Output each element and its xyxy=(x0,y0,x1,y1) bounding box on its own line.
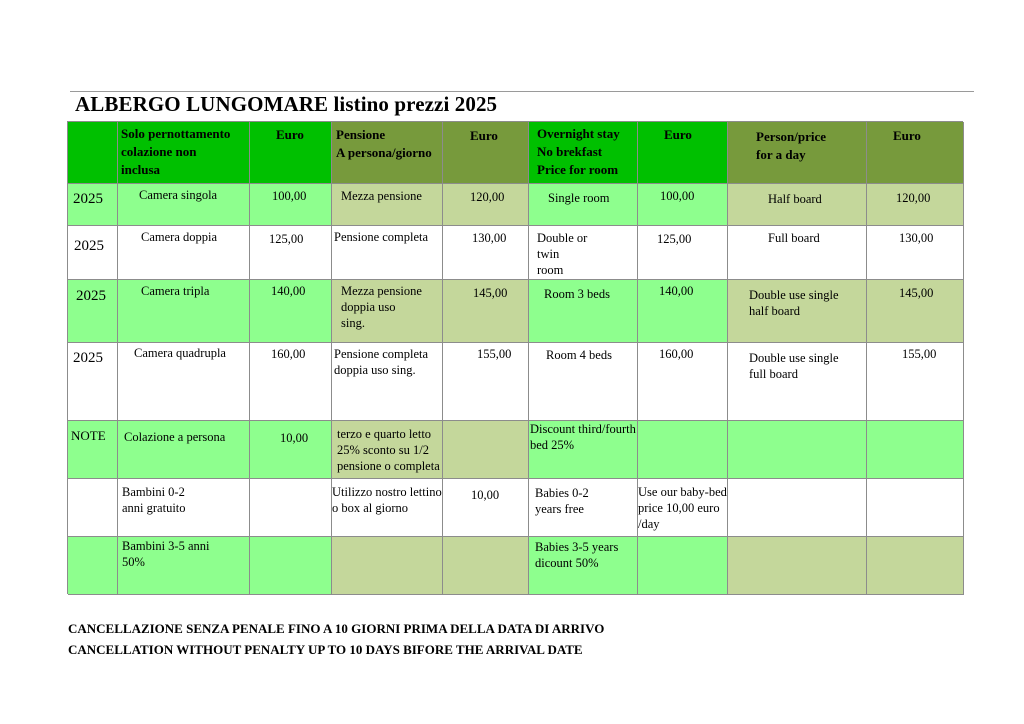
header-euro-1: Euro xyxy=(250,122,332,184)
price-en-cell: 140,00 xyxy=(638,280,728,343)
room-type-cell: Camera tripla xyxy=(118,280,250,343)
page-title: ALBERGO LUNGOMARE listino prezzi 2025 xyxy=(75,92,498,116)
cancellation-policy-en: CANCELLATION WITHOUT PENALTY UP TO 10 DAYS BIFORE THE ARRIVAL DATE xyxy=(68,642,583,657)
babies-it-cell: Bambini 0-2 anni gratuito xyxy=(118,479,250,537)
cot-price-cell: 10,00 xyxy=(443,479,529,537)
room-type-en-cell: Double or twin room xyxy=(529,226,638,280)
room-type-cell: Camera singola xyxy=(118,184,250,226)
empty-cell xyxy=(867,421,964,479)
empty-cell xyxy=(867,537,964,595)
empty-cell xyxy=(443,421,529,479)
cancellation-policy-it: CANCELLAZIONE SENZA PENALE FINO A 10 GIORNI PRIMA DELLA DATA DI ARRIVO xyxy=(68,621,605,636)
price-cell: 140,00 xyxy=(250,280,332,343)
room-type-en-cell: Room 3 beds xyxy=(529,280,638,343)
year-cell: 2025 xyxy=(68,184,118,226)
extra-bed-en-cell: Discount third/fourth bed 25% xyxy=(529,421,638,479)
year-cell: 2025 xyxy=(68,226,118,280)
babies-en-cell: Babies 0-2 years free xyxy=(529,479,638,537)
empty-cell xyxy=(443,537,529,595)
board-price-cell: 155,00 xyxy=(443,343,529,421)
header-pensione: Pensione A persona/giorno xyxy=(332,122,443,184)
extra-bed-it-cell: terzo e quarto letto 25% sconto su 1/2 pensione o completa xyxy=(332,421,443,479)
empty-cell xyxy=(68,537,118,595)
price-table xyxy=(67,121,963,594)
board-type-en-cell: Double use single half board xyxy=(728,280,867,343)
room-type-en-cell: Room 4 beds xyxy=(529,343,638,421)
header-euro-4: Euro xyxy=(867,122,964,184)
empty-cell xyxy=(728,537,867,595)
board-price-cell: 120,00 xyxy=(443,184,529,226)
board-price-cell: 130,00 xyxy=(443,226,529,280)
empty-cell xyxy=(250,479,332,537)
board-type-cell: Pensione completa xyxy=(332,226,443,280)
price-en-cell: 160,00 xyxy=(638,343,728,421)
board-price-en-cell: 145,00 xyxy=(867,280,964,343)
note-label-cell: NOTE xyxy=(68,421,118,479)
kids-it-cell: Bambini 3-5 anni 50% xyxy=(118,537,250,595)
kids-en-cell: Babies 3-5 years dicount 50% xyxy=(529,537,638,595)
header-blank xyxy=(68,122,118,184)
board-type-en-cell: Full board xyxy=(728,226,867,280)
room-type-cell: Camera quadrupla xyxy=(118,343,250,421)
board-type-cell: Pensione completa doppia uso sing. xyxy=(332,343,443,421)
empty-cell xyxy=(638,537,728,595)
cot-en-cell: Use our baby-bed price 10,00 euro /day xyxy=(638,479,728,537)
price-en-cell: 100,00 xyxy=(638,184,728,226)
room-type-en-cell: Single room xyxy=(529,184,638,226)
room-type-cell: Camera doppia xyxy=(118,226,250,280)
board-price-en-cell: 130,00 xyxy=(867,226,964,280)
price-cell: 160,00 xyxy=(250,343,332,421)
cot-it-cell: Utilizzo nostro lettino o box al giorno xyxy=(332,479,443,537)
empty-cell xyxy=(728,479,867,537)
price-cell: 125,00 xyxy=(250,226,332,280)
year-cell: 2025 xyxy=(68,343,118,421)
empty-cell xyxy=(638,421,728,479)
board-price-en-cell: 155,00 xyxy=(867,343,964,421)
board-type-cell: Mezza pensione xyxy=(332,184,443,226)
board-type-cell: Mezza pensione doppia uso sing. xyxy=(332,280,443,343)
price-cell: 100,00 xyxy=(250,184,332,226)
empty-cell xyxy=(332,537,443,595)
empty-cell xyxy=(867,479,964,537)
year-cell: 2025 xyxy=(68,280,118,343)
empty-cell xyxy=(250,537,332,595)
header-euro-3: Euro xyxy=(638,122,728,184)
price-en-cell: 125,00 xyxy=(638,226,728,280)
header-solo-pernottamento: Solo pernottamento colazione non inclusa xyxy=(118,122,250,184)
header-overnight-stay: Overnight stay No brekfast Price for room xyxy=(529,122,638,184)
header-person-price: Person/price for a day xyxy=(728,122,867,184)
header-euro-2: Euro xyxy=(443,122,529,184)
board-price-cell: 145,00 xyxy=(443,280,529,343)
empty-cell xyxy=(68,479,118,537)
board-type-en-cell: Double use single full board xyxy=(728,343,867,421)
board-price-en-cell: 120,00 xyxy=(867,184,964,226)
board-type-en-cell: Half board xyxy=(728,184,867,226)
breakfast-price-cell: 10,00 xyxy=(250,421,332,479)
breakfast-cell: Colazione a persona xyxy=(118,421,250,479)
empty-cell xyxy=(728,421,867,479)
